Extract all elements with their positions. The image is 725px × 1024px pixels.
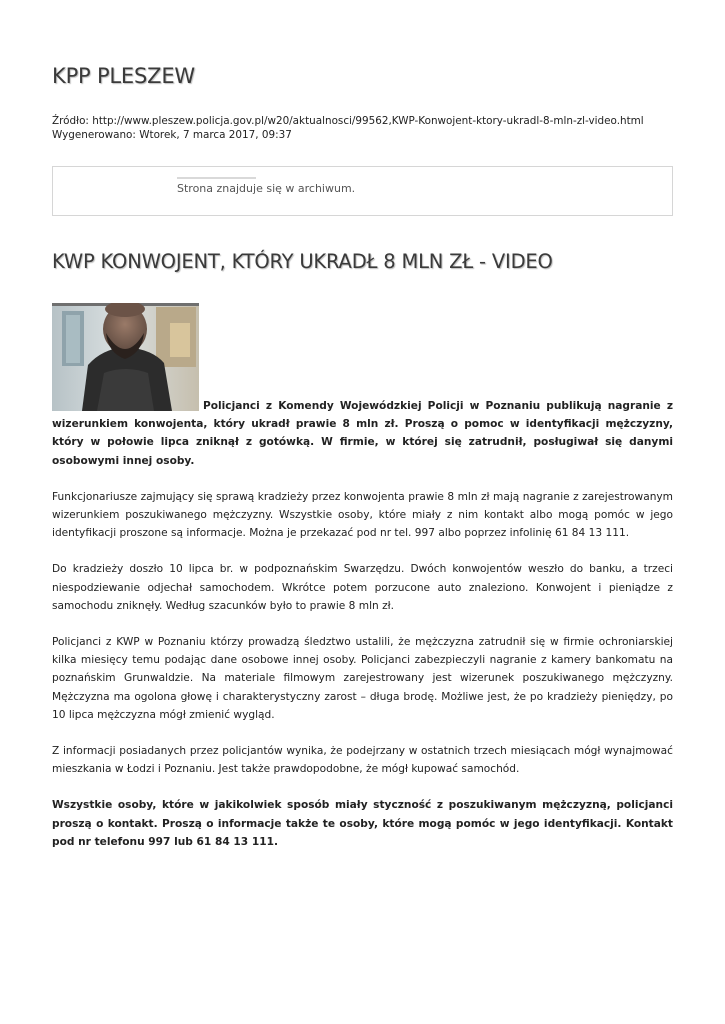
generated-line: Wygenerowano: Wtorek, 7 marca 2017, 09:37: [52, 129, 292, 141]
archive-divider: [177, 177, 256, 179]
article-paragraph-3: Policjanci z KWP w Poznaniu którzy prowadzą śledztwo ustalili, że mężczyzna zatrudnił się w firmie ochroniarskiej kilka miesięcy temu podając dane osobowe innej osoby. Policjanci zabezpieczyli nagranie z kamery bankomatu na poznańskim Grunwaldzie. Na materiale filmowym zarejestrowany jest wizerunek poszukiwanego mężczyzny. Mężczyzna ma ogolona głowę i charakterystyczny zarost – długa brodę. Możliwe jest, że po kradzieży pieniędzy, po 10 lipca mężczyzna mógł zmienić wygląd.: [52, 636, 673, 721]
archive-notice-text: Strona znajduje się w archiwum.: [177, 182, 356, 195]
article-closing-appeal: Wszystkie osoby, które w jakikolwiek sposób miały styczność z poszukiwanym mężczyzną, policjanci proszą o kontakt. Proszą o informacje także te osoby, które mogą pomóc w jego identyfikacji. Kontakt pod nr telefonu 997 lub 61 84 13 111.: [52, 799, 673, 848]
site-title: KPP PLESZEW: [52, 64, 195, 88]
article-lead-text: Policjanci z Komendy Wojewódzkiej Policji w Poznaniu publikują nagranie z wizerunkiem konwojenta, który ukradł prawie 8 mln zł. Proszą o pomoc w identyfikacji mężczyzny, który w połowie lipca zniknął z gotówką. W firmie, w której się zatrudnił, posługiwał się danymi osobowymi innej osoby.: [52, 400, 673, 467]
source-line: Źródło: http://www.pleszew.policja.gov.pl/w20/aktualnosci/99562,KWP-Konwojent-ktory-ukradl-8-mln-zl-video.html: [52, 115, 644, 127]
article-body: [52, 303, 673, 851]
article-paragraph-2: Do kradzieży doszło 10 lipca br. w podpoznańskim Swarzędzu. Dwóch konwojentów weszło do banku, a trzeci niespodziewanie odjechał samochodem. Wkrótce potem porzucone auto znaleziono. Konwojent i pieniądze z samochodu zniknęły. Według szacunków było to prawie 8 mln zł.: [52, 563, 673, 612]
article-paragraph-4: Z informacji posiadanych przez policjantów wynika, że podejrzany w ostatnich trzech miesiącach mógł wynajmować mieszkania w Łodzi i Poznaniu. Jest także prawdopodobne, że mógł kupować samochód.: [52, 745, 673, 776]
archive-notice-box: [52, 166, 673, 216]
article-title: KWP KONWOJENT, KTÓRY UKRADŁ 8 MLN ZŁ - VIDEO: [52, 250, 553, 273]
document-meta: [52, 114, 644, 142]
article-photo: [52, 303, 199, 411]
article-paragraph-1: Funkcjonariusze zajmujący się sprawą kradzieży przez konwojenta prawie 8 mln zł mają nagranie z zarejestrowanym wizerunkiem poszukiwanego mężczyzny. Wszystkie osoby, które miały z nim kontakt albo mogą pomóc w jego identyfikacji proszone są informacje. Można je przekazać pod nr tel. 997 albo poprzez infolinię 61 84 13 111.: [52, 490, 673, 540]
